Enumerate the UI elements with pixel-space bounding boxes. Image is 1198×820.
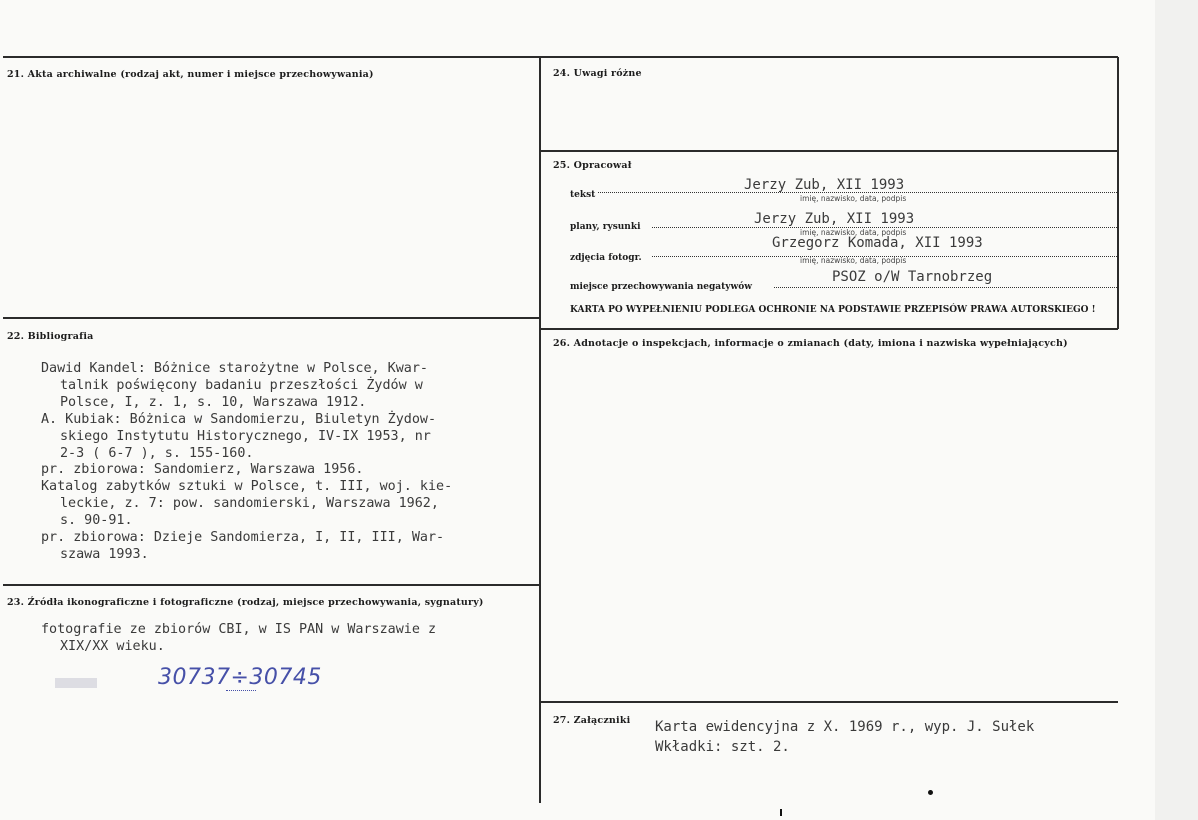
bottom-tick-mark (780, 809, 782, 816)
handwritten-signatures: 30737÷30745 (158, 665, 322, 690)
bibliography-line: pr. zbiorowa: Sandomierz, Warszawa 1956. (41, 462, 364, 478)
miejsce-dotted-line (774, 287, 1117, 288)
bibliography-entry (41, 412, 452, 463)
center-divider (539, 57, 541, 803)
right-rule-26-27 (540, 701, 1118, 703)
section-26-label: 26. Adnotacje o inspekcjach, informacje o zmianach (553, 338, 841, 349)
section-23-label: 23. Źródła ikonograficzne i fotograficzne (7, 597, 234, 608)
tekst-value: Jerzy Zub, XII 1993 (744, 177, 905, 193)
section-27-label: 27. Załączniki (553, 715, 631, 726)
plany-hint: imię, nazwisko, data, podpis (800, 228, 907, 237)
bibliography-line: Dawid Kandel: Bóżnice starożytne w Polsce, Kwar- (41, 361, 428, 376)
attachments-line: Wkładki: szt. 2. (655, 739, 790, 755)
right-rule-25-26 (540, 328, 1118, 330)
plany-value: Jerzy Zub, XII 1993 (754, 211, 915, 227)
iconographic-text (41, 621, 436, 655)
zdjecia-hint: imię, nazwisko, data, podpis (800, 256, 907, 265)
zdjecia-value: Grzegorz Komada, XII 1993 (772, 235, 983, 251)
bibliography-entry (41, 462, 452, 479)
section-27-header (553, 715, 630, 726)
bibliography-line: talnik poświęcony badaniu przeszłości Żydów w (60, 377, 423, 393)
miejsce-value: PSOZ o/W Tarnobrzeg (832, 269, 993, 285)
bibliography-line: Polsce, I, z. 1, s. 10, Warszawa 1912. (60, 394, 367, 410)
bibliography-line: skiego Instytutu Historycznego, IV-IX 1953, nr (60, 428, 431, 444)
tekst-hint: imię, nazwisko, data, podpis (800, 194, 907, 203)
section-22-label: 22. Bibliografia (7, 331, 94, 342)
bibliography-line: leckie, z. 7: pow. sandomierski, Warszawa 1962, (60, 496, 439, 512)
iconographic-line: XIX/XX wieku. (60, 639, 165, 654)
bibliography-line: szawa 1993. (60, 546, 149, 562)
bibliography-list (41, 361, 452, 564)
faded-stamp (55, 678, 97, 688)
section-21-sublabel: (rodzaj akt, numer i miejsce przechowywania) (120, 69, 374, 80)
section-24-label: 24. Uwagi różne (553, 68, 642, 79)
tekst-label: tekst (570, 190, 596, 200)
bibliography-entry (41, 530, 452, 564)
copyright-notice: KARTA PO WYPEŁNIENIU PODLEGA OCHRONIE NA PODSTAWIE PRZEPISÓW PRAWA AUTORSKIEGO ! (570, 305, 1096, 315)
right-rule-24-25 (540, 150, 1118, 152)
iconographic-line: fotografie ze zbiorów CBI, w IS PAN w Warszawie z (41, 622, 437, 637)
bibliography-line: A. Kubiak: Bóżnica w Sandomierzu, Biuletyn Żydow- (41, 411, 437, 427)
section-23-sublabel: (rodzaj, miejsce przechowywania, sygnatury) (237, 597, 484, 608)
top-rule (3, 56, 1118, 58)
bibliography-entry (41, 361, 452, 412)
bibliography-entry (41, 479, 452, 530)
section-25-header (553, 160, 632, 171)
attachments-line: Karta ewidencyjna z X. 1969 r., wyp. J. Sułek (655, 719, 1035, 735)
attachments-text (655, 717, 1034, 757)
section-23-header (7, 597, 484, 608)
left-rule-21-22 (3, 317, 540, 319)
signature-underline (226, 690, 256, 691)
bibliography-line: pr. zbiorowa: Dzieje Sandomierza, I, II, III, War- (41, 530, 445, 546)
bibliography-line: Katalog zabytków sztuki w Polsce, t. III, woj. kie- (41, 479, 453, 495)
ink-dot (928, 790, 933, 795)
miejsce-label: miejsce przechowywania negatywów (570, 282, 752, 292)
bibliography-line: 2-3 ( 6-7 ), s. 155-160. (60, 445, 254, 461)
right-border (1117, 57, 1119, 329)
section-24-header (553, 68, 642, 79)
section-25-label: 25. Opracował (553, 160, 632, 171)
left-rule-22-23 (3, 584, 540, 586)
bibliography-line: s. 90-91. (60, 513, 133, 529)
card-edge (1155, 0, 1198, 820)
section-22-header (7, 331, 94, 342)
zdjecia-label: zdjęcia fotogr. (570, 253, 642, 263)
section-26-sublabel: (daty, imiona i nazwiska wypełniających) (843, 338, 1068, 349)
section-21-label: 21. Akta archiwalne (7, 69, 117, 80)
plany-label: plany, rysunki (570, 222, 641, 232)
section-21-header (7, 69, 374, 80)
section-26-header (553, 338, 1068, 349)
